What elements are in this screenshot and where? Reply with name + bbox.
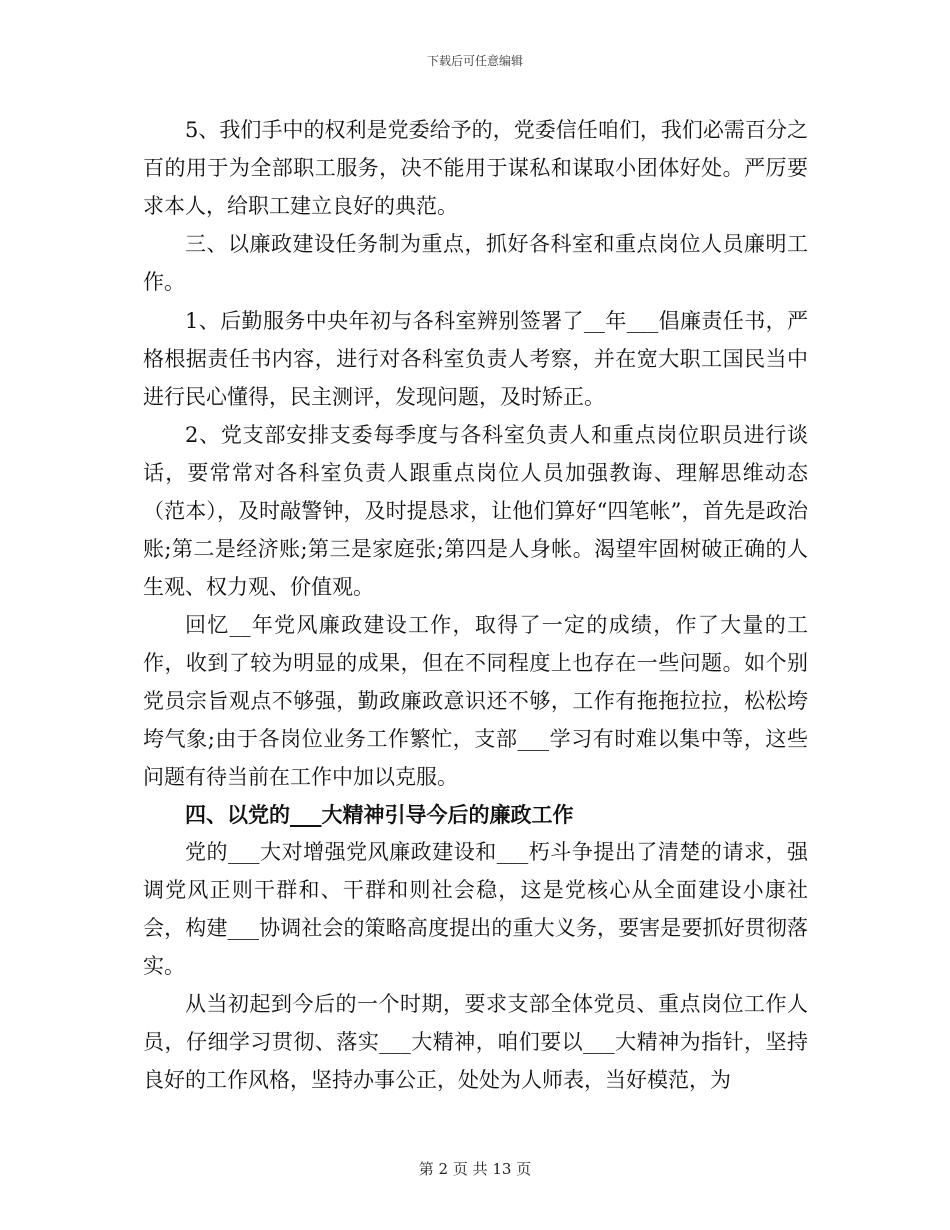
paragraph-1: 5、我们手中的权利是党委给予的，党委信任咱们，我们必需百分之百的用于为全部职工服务，决不能用于谋私和谋取小团体好处。严厉要求本人，给职工建立良好的典范。 — [143, 118, 808, 218]
page-number-footer: 第 2 页 共 13 页 — [418, 1160, 532, 1178]
paragraph-5: 回忆__年党风廉政建设工作，取得了一定的成绩，作了大量的工作，收到了较为明显的成果，但在不同程度上也存在一些问题。如个别党员宗旨观点不够强，勤政廉政意识还不够，工作有拖拖拉拉，松松垮垮气象;由于各岗位业务工作繁忙，支部___学习有时难以集中等，这些问题有待当前在工作中加以克服。 — [143, 613, 808, 789]
body-text — [143, 112, 808, 1100]
paragraph-7: 从当初起到今后的一个时期，要求支部全体党员、重点岗位工作人员，仔细学习贯彻、落实___大精神，咱们要以___大精神为指针，坚持良好的工作风格，坚持办事公正，处处为人师表，当好模范，为 — [143, 992, 808, 1092]
header-note: 下载后可任意编辑 — [426, 54, 523, 68]
paragraph-3: 1、后勤服务中央年初与各科室辨别签署了__年___倡廉责任书，严格根据责任书内容，进行对各科室负责人考察，并在宽大职工国民当中进行民心懂得，民主测评，发现问题，及时矫正。 — [143, 308, 808, 409]
paragraph-6: 党的___大对增强党风廉政建设和___朽斗争提出了清楚的请求，强调党风正则干群和、干群和则社会稳，这是党核心从全面建设小康社会，构建___协调社会的策略高度提出的重大义务，要害是要抓好贯彻落实。 — [143, 840, 808, 978]
paragraph-2: 三、以廉政建设任务制为重点，抓好各科室和重点岗位人员廉明工作。 — [143, 232, 808, 295]
paragraph-4: 2、党支部安排支委每季度与各科室负责人和重点岗位职员进行谈话，要常常对各科室负责人跟重点岗位人员加强教诲、理解思维动态（范本），及时敲警钟，及时提恳求，让他们算好“四笔帐”，首先是政治账;第二是经济账;第三是家庭张;第四是人身帐。渴望牢固树破正确的人生观、权力观、价值观。 — [143, 423, 808, 599]
section-heading: 四、以党的___大精神引导今后的廉政工作 — [185, 802, 574, 828]
